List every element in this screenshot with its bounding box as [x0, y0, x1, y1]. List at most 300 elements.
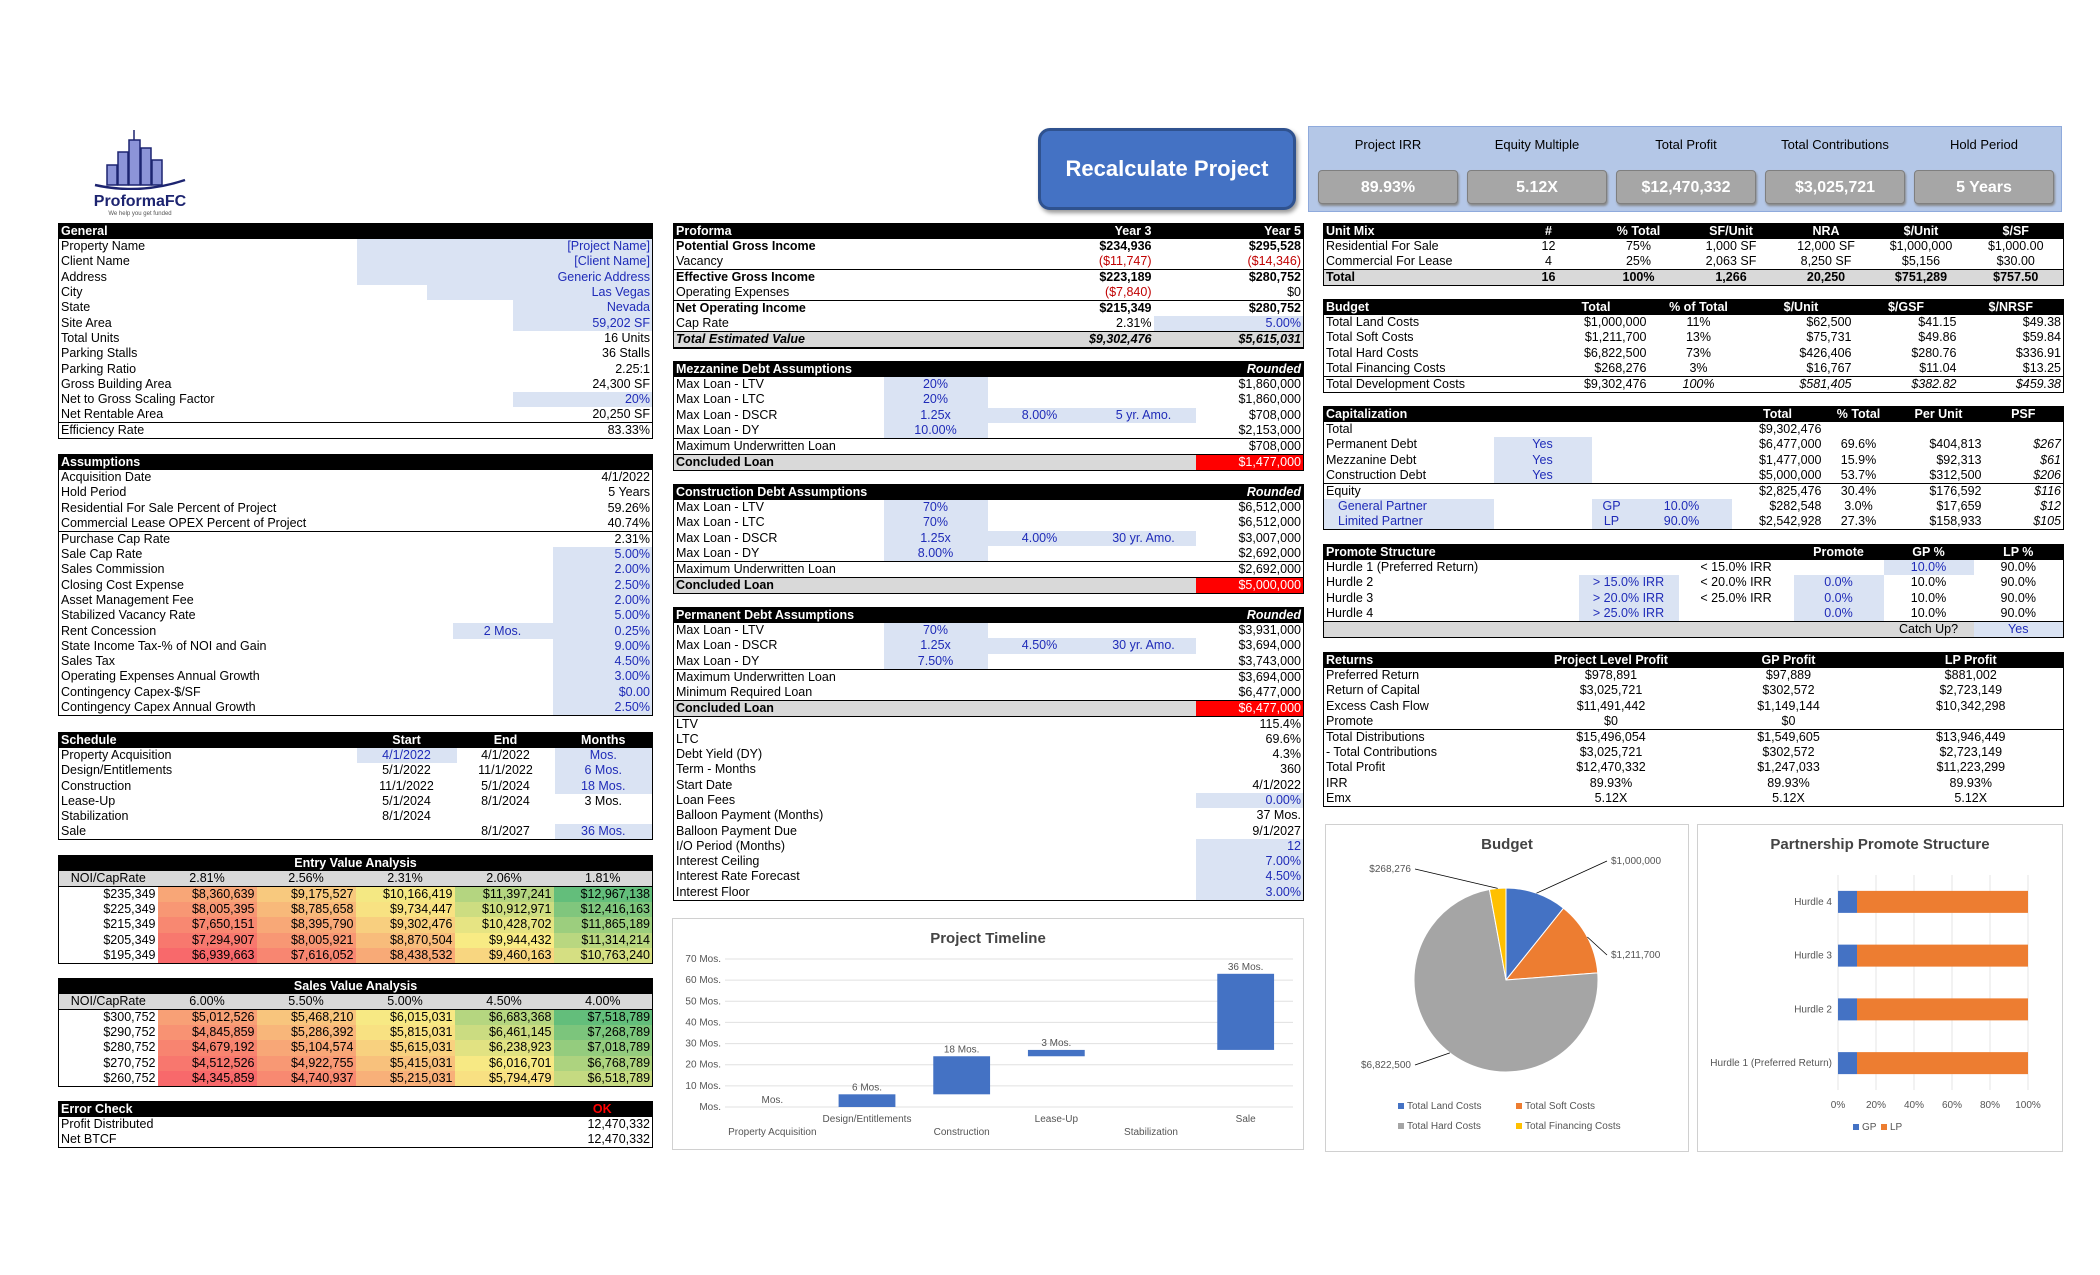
cell[interactable]: [357, 254, 513, 269]
table-row: [59, 392, 653, 407]
input-value[interactable]: Nevada: [513, 300, 653, 315]
cell: $49.86: [1918, 330, 1957, 345]
cell: Equity: [1324, 483, 1494, 499]
cell: [1679, 545, 1794, 561]
cell[interactable]: 10.0%: [1884, 560, 1974, 575]
cell[interactable]: > 20.0% IRR: [1579, 591, 1679, 606]
value: [988, 777, 1092, 792]
cell: [1579, 560, 1679, 575]
cell: $280,752: [1154, 270, 1304, 286]
logo: [85, 130, 200, 217]
cell: Client Name: [61, 254, 130, 269]
cell: Total Estimated Value: [674, 332, 1004, 349]
table-row: [1324, 591, 2064, 606]
heat-cell: $6,016,701: [455, 1056, 554, 1071]
value[interactable]: 0.25%: [553, 623, 653, 638]
value[interactable]: 8.00%: [988, 408, 1092, 423]
cell: 89.93%: [1767, 775, 1810, 790]
cell: Residential For Sale Percent of Project: [61, 500, 277, 515]
value[interactable]: 4.50%: [1196, 869, 1304, 884]
cell: [1592, 407, 1632, 423]
cell: [1632, 437, 1732, 452]
cell: Max Loan - DSCR: [676, 530, 778, 545]
value[interactable]: 2.50%: [553, 700, 653, 716]
cell: Max Loan - LTV: [676, 500, 765, 515]
cell: #: [1504, 224, 1594, 240]
sales-value-table: [58, 978, 653, 1087]
value: $3,694,000: [1196, 669, 1304, 685]
heat-cell: $4,740,937: [257, 1071, 356, 1087]
table-row: [674, 700, 1304, 716]
cell: Hurdle 3: [1326, 590, 1374, 605]
value: 4.3%: [1272, 747, 1301, 762]
cell: Mezzanine Debt Assumptions: [674, 362, 884, 378]
y-tick-label: Hurdle 2: [1794, 1004, 1832, 1016]
cell: Residential For Sale: [1326, 239, 1439, 254]
cell[interactable]: GP: [1592, 499, 1632, 514]
cell: $260,752: [103, 1070, 156, 1085]
value: 59.26%: [607, 500, 650, 515]
table-row: [59, 948, 653, 964]
value[interactable]: 2 Mos.: [453, 623, 553, 638]
value: [884, 854, 988, 869]
cell: Closing Cost Expense: [61, 577, 184, 592]
value[interactable]: 10.00%: [884, 423, 988, 439]
cell: Catch Up?: [1884, 621, 1974, 637]
heat-cell: $12,967,138: [554, 887, 653, 903]
legend-swatch: [1516, 1123, 1522, 1129]
cell: [1632, 453, 1732, 468]
value: 360: [1280, 762, 1301, 777]
value[interactable]: 70%: [884, 623, 988, 638]
cell: [357, 285, 513, 300]
input-value[interactable]: [Project Name]: [513, 239, 653, 254]
value: [453, 654, 553, 669]
cell: Construction: [61, 778, 132, 793]
cell[interactable]: 10.0%: [1632, 499, 1732, 514]
heat-cell: $10,763,240: [554, 948, 653, 964]
cell[interactable]: [357, 270, 513, 285]
cell: 27.3%: [1840, 514, 1877, 529]
bar-label: 3 Mos.: [1041, 1037, 1072, 1049]
value: [884, 823, 988, 838]
table-row: [1324, 376, 2064, 392]
value: [988, 747, 1092, 762]
cell: $11,491,442: [1576, 698, 1646, 713]
cell: Parking Stalls: [61, 346, 138, 361]
cell: 75%: [1625, 239, 1652, 254]
value: [988, 716, 1092, 732]
table-row: [674, 377, 1304, 392]
toggle[interactable]: Yes: [1974, 621, 2064, 637]
cell: 12,000 SF: [1797, 239, 1855, 254]
timeline-bar: [839, 1094, 896, 1107]
table-row: [674, 301, 1304, 317]
value[interactable]: 1.25x: [884, 638, 988, 653]
table-row: [59, 748, 653, 763]
input-value[interactable]: Las Vegas: [513, 285, 653, 300]
table-row: [59, 685, 653, 700]
table-row: [59, 346, 653, 361]
value: [1092, 747, 1196, 762]
cell[interactable]: 0.0%: [1794, 606, 1884, 622]
x-tick-label: Construction: [933, 1127, 990, 1138]
value[interactable]: 70%: [884, 515, 988, 530]
cell: Start: [357, 733, 457, 749]
value: $3,007,000: [1238, 530, 1301, 545]
cell: 5/1/2024: [382, 794, 431, 809]
cell: $5,000,000: [1758, 467, 1822, 482]
table-row: [59, 623, 653, 638]
kpi-value: $3,025,721: [1765, 170, 1905, 204]
table-row: [674, 254, 1304, 270]
cell[interactable]: 0.0%: [1794, 591, 1884, 606]
value: 4/1/2022: [1252, 777, 1301, 792]
value: [453, 577, 553, 592]
cell: [884, 362, 988, 378]
value: [453, 685, 553, 700]
cell: 8/1/2024: [481, 794, 530, 809]
value[interactable]: 30 yr. Amo.: [1092, 638, 1196, 653]
value: [988, 869, 1092, 884]
input-value[interactable]: 20%: [513, 392, 653, 407]
table-row: [1324, 330, 2064, 345]
cell: Contingency Capex Annual Growth: [61, 699, 256, 714]
cell: 12,470,332: [587, 1132, 650, 1147]
table-row: [674, 869, 1304, 884]
cell: $92,313: [1936, 452, 1982, 467]
heat-cell: $7,518,789: [554, 1010, 653, 1026]
value[interactable]: 9.00%: [553, 639, 653, 654]
cell: Promote: [1326, 713, 1374, 728]
section-header: [59, 733, 653, 749]
cell[interactable]: > 15.0% IRR: [1579, 575, 1679, 590]
cell: Net BTCF: [61, 1132, 117, 1147]
table-row: [1324, 745, 2064, 760]
cell: $751,289: [1874, 270, 1969, 286]
cell: Concluded Loan: [674, 577, 884, 593]
budget-table: [1323, 299, 2064, 393]
cell: Promote: [1794, 545, 1884, 561]
cell[interactable]: 0.0%: [1794, 575, 1884, 590]
input-value[interactable]: Generic Address: [513, 270, 653, 285]
cell: City: [61, 285, 83, 300]
cell: Design/Entitlements: [61, 763, 173, 778]
value: [453, 547, 553, 562]
table-row: [674, 561, 1304, 577]
logo-name: ProformaFC: [93, 193, 187, 210]
input-value[interactable]: 59,202 SF: [513, 315, 653, 330]
cell: 6.00%: [158, 994, 257, 1010]
cell: $59.84: [2022, 330, 2061, 345]
table-row: [674, 623, 1304, 638]
section-header: [674, 362, 1304, 378]
cell: $270,752: [103, 1055, 156, 1070]
table-row: [674, 732, 1304, 747]
cell: $41.15: [1918, 315, 1957, 330]
heat-cell: $7,294,907: [158, 933, 257, 948]
value[interactable]: 2.50%: [553, 577, 653, 592]
cell: $195,349: [103, 947, 156, 962]
table-row: [674, 638, 1304, 653]
value[interactable]: 4.00%: [988, 531, 1092, 546]
cell: $75,731: [1806, 330, 1852, 345]
cell: Permanent Debt: [1326, 437, 1418, 452]
cell: 73%: [1685, 345, 1712, 360]
cell: Maximum Underwritten Loan: [674, 438, 884, 454]
table-row: [674, 454, 1304, 470]
cell: [1494, 483, 1592, 499]
cell: Site Area: [61, 315, 112, 330]
value[interactable]: 7.50%: [884, 654, 988, 670]
cell: $3,025,721: [1579, 683, 1643, 698]
value[interactable]: 20%: [884, 392, 988, 407]
cell: [357, 423, 513, 439]
cell: Net to Gross Scaling Factor: [61, 392, 215, 407]
cell: Max Loan - DSCR: [676, 407, 778, 422]
cell: [1632, 422, 1732, 437]
cell: $5,615,031: [1154, 332, 1304, 349]
general-table: [58, 223, 653, 439]
heat-cell: $8,785,658: [257, 902, 356, 917]
value[interactable]: $0.00: [553, 685, 653, 700]
x-tick-label: 20%: [1865, 1100, 1887, 1111]
table-row: [674, 577, 1304, 593]
cell[interactable]: > 25.0% IRR: [1579, 606, 1679, 622]
table-header: [59, 994, 653, 1010]
value[interactable]: 3.00%: [553, 669, 653, 684]
value[interactable]: 5.00%: [553, 547, 653, 562]
cell: $158,933: [1929, 514, 1982, 529]
input-value[interactable]: [Client Name]: [513, 254, 653, 269]
table-row: [59, 669, 653, 684]
cell: $234,936: [1099, 239, 1152, 254]
table-row: [674, 392, 1304, 407]
cell: Potential Gross Income: [676, 239, 816, 254]
cell: Minimum Required Loan: [676, 684, 813, 699]
cell: Total Distributions: [1324, 729, 1524, 745]
value[interactable]: 8.00%: [884, 546, 988, 562]
cell: Capitalization: [1324, 407, 1494, 423]
cell[interactable]: 18 Mos.: [555, 779, 653, 794]
cell: [357, 224, 513, 240]
value: [988, 732, 1092, 747]
value: [884, 669, 988, 685]
cell[interactable]: 36 Mos.: [555, 824, 653, 840]
cell: Net Operating Income: [674, 301, 1004, 317]
value: $6,512,000: [1238, 515, 1301, 530]
cell: Hurdle 4: [1326, 605, 1374, 620]
value[interactable]: 2.00%: [553, 562, 653, 577]
value: [988, 392, 1092, 407]
value: [1092, 823, 1196, 838]
cell: [1579, 621, 1679, 637]
heat-cell: $10,428,702: [455, 917, 554, 932]
heat-cell: $8,870,504: [356, 933, 455, 948]
status-badge: OK: [553, 1102, 653, 1118]
cell[interactable]: [357, 239, 513, 254]
table-row: [1324, 346, 2064, 361]
y-tick-label: 70 Mos.: [685, 954, 721, 965]
value[interactable]: 20%: [884, 377, 988, 392]
value: 2.31%: [553, 531, 653, 547]
cell[interactable]: 4/1/2022: [357, 748, 457, 763]
legend-label: Total Soft Costs: [1525, 1101, 1596, 1112]
table-row: [59, 1071, 653, 1087]
cell: 20,250: [1779, 270, 1874, 286]
cell: ($11,747): [1098, 254, 1152, 269]
value: [1092, 669, 1196, 685]
value: [1092, 732, 1196, 747]
value: [884, 561, 988, 577]
value: $1,860,000: [1238, 392, 1301, 407]
cell: 90.0%: [2000, 575, 2036, 590]
cell: 11%: [1686, 315, 1711, 330]
cell: 2.31%: [1116, 316, 1152, 331]
value[interactable]: 12: [1196, 839, 1304, 854]
cell: Rounded: [1196, 608, 1304, 624]
cell[interactable]: Yes: [1494, 453, 1592, 468]
cell: Year 3: [1004, 224, 1154, 240]
table-row: [1324, 575, 2064, 590]
section-header: [1324, 407, 2064, 423]
cell: [1494, 407, 1592, 423]
table-row: [674, 716, 1304, 732]
cell: Emx: [1326, 790, 1351, 805]
table-row: [59, 239, 653, 254]
cell: 5.12X: [1594, 790, 1628, 805]
table-row: [59, 639, 653, 654]
table-row: [674, 777, 1304, 792]
value[interactable]: 4.50%: [988, 638, 1092, 653]
cell: $/SF: [1969, 224, 2064, 240]
cell: Balloon Payment (Months): [676, 808, 824, 823]
cell: $176,592: [1894, 483, 1984, 499]
kpi-value: 5 Years: [1914, 170, 2054, 204]
cell: 8,250 SF: [1800, 254, 1852, 269]
table-row: [674, 808, 1304, 823]
table-row: [59, 547, 653, 562]
cell[interactable]: 90.0%: [1632, 514, 1732, 530]
value: $1,477,000: [1196, 454, 1304, 470]
table-row: [674, 885, 1304, 901]
value[interactable]: 2.00%: [553, 593, 653, 608]
value[interactable]: 7.00%: [1196, 854, 1304, 869]
cell: Sale Cap Rate: [61, 547, 143, 562]
cell: $1,149,144: [1757, 698, 1820, 713]
table-row: [59, 779, 653, 794]
cell: 2.06%: [455, 871, 554, 887]
value: $6,477,000: [1238, 684, 1301, 699]
cell: $/GSF: [1854, 300, 1959, 316]
assumptions-table: [58, 454, 653, 716]
value: $3,931,000: [1238, 623, 1301, 638]
returns-table: [1323, 652, 2064, 807]
heat-cell: $4,922,755: [257, 1056, 356, 1071]
value[interactable]: 70%: [884, 500, 988, 515]
table-row: [674, 685, 1304, 701]
cell: ($14,346): [1247, 254, 1301, 269]
cell: $11,223,299: [1936, 760, 2006, 775]
x-tick-label: 0%: [1830, 1100, 1846, 1111]
cell: LP Profit: [1879, 653, 2064, 669]
table-row: [1324, 239, 2064, 254]
cell: $61: [2040, 452, 2061, 467]
cell: Hurdle 2: [1326, 575, 1374, 590]
cell: < 25.0% IRR: [1700, 590, 1772, 605]
table-row: [674, 654, 1304, 670]
cell[interactable]: Mos.: [555, 748, 653, 763]
y-tick-label: 60 Mos.: [685, 975, 721, 987]
cell: $3,025,721: [1579, 745, 1643, 760]
promote-structure-table: [1323, 544, 2064, 638]
table-row: [674, 316, 1304, 332]
cell[interactable]: Yes: [1494, 437, 1592, 452]
cell: Purchase Cap Rate: [59, 531, 453, 547]
value[interactable]: 30 yr. Amo.: [1092, 531, 1196, 546]
value[interactable]: 0.00%: [1196, 793, 1304, 808]
cell[interactable]: 6 Mos.: [555, 763, 653, 778]
leader-line: [1415, 1053, 1450, 1065]
section-header: [1324, 653, 2064, 669]
cell: Total: [1732, 407, 1824, 423]
cell: $205,349: [103, 932, 156, 947]
value[interactable]: 1.25x: [884, 531, 988, 546]
heat-cell: $10,166,419: [356, 887, 455, 903]
value[interactable]: 4.50%: [553, 654, 653, 669]
cell: Year 5: [1154, 224, 1304, 240]
cell: $1,000,000: [1583, 315, 1647, 330]
cell: [1824, 422, 1894, 437]
table-row: [59, 593, 653, 608]
value: [1092, 869, 1196, 884]
cell: [1494, 422, 1592, 437]
value: [988, 669, 1092, 685]
heat-cell: $7,018,789: [554, 1040, 653, 1055]
value: [1092, 515, 1196, 530]
cell: General: [59, 224, 357, 240]
cell: Net Rentable Area: [61, 407, 164, 422]
value[interactable]: 3.00%: [1196, 885, 1304, 901]
cell: % Total: [1594, 224, 1684, 240]
value[interactable]: 5 yr. Amo.: [1092, 408, 1196, 423]
cell: Assumptions: [59, 455, 453, 471]
cell: $581,405: [1749, 376, 1854, 392]
value: [988, 823, 1092, 838]
cell: [357, 315, 513, 330]
cell: Start Date: [676, 777, 733, 792]
cell: Total Land Costs: [1326, 315, 1420, 330]
cell: [1592, 437, 1632, 452]
cell: $13.25: [2022, 360, 2061, 375]
value: [1092, 854, 1196, 869]
recalculate-button[interactable]: Recalculate Project: [1038, 128, 1296, 210]
table-row: [59, 516, 653, 532]
cell: Returns: [1324, 653, 1524, 669]
cell: 89.93%: [1949, 775, 1992, 790]
cell: Maximum Underwritten Loan: [674, 669, 884, 685]
value: [884, 885, 988, 901]
value[interactable]: 5.00%: [553, 608, 653, 623]
cell: 30.4%: [1824, 483, 1894, 499]
cell: $62,500: [1806, 315, 1852, 330]
value: [453, 562, 553, 577]
cell[interactable]: Yes: [1494, 468, 1592, 484]
table-row: [674, 793, 1304, 808]
value[interactable]: 1.25x: [884, 408, 988, 423]
cell[interactable]: LP: [1592, 514, 1632, 530]
value: [884, 762, 988, 777]
